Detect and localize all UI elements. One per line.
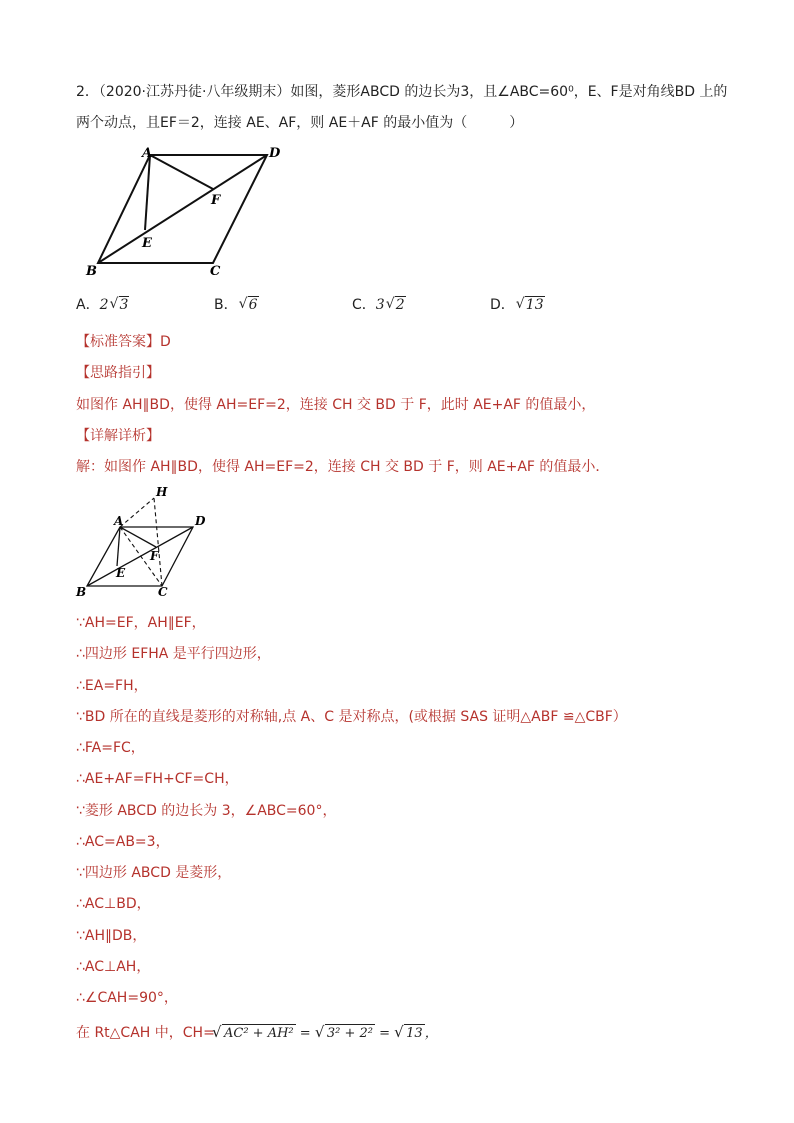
detail-intro: 解：如图作 AH∥BD，使得 AH=EF=2，连接 CH 交 BD 于 F，则 AE+AF 的值最小．: [76, 459, 610, 475]
question-line-1: 2．（2020·江苏丹徒·八年级期末）如图，菱形ABCD 的边长为3，且∠ABC=60⁰，E、F是对角线BD 上的: [76, 84, 728, 100]
label-f: F: [211, 193, 221, 208]
question-line-2: 两个动点，且EF＝2，连接 AE、AF，则 AE＋AF 的最小值为（ ）: [76, 115, 524, 131]
segment-ae: [145, 155, 150, 230]
fig2-label-e: E: [116, 566, 126, 580]
choice-b[interactable]: B．√ 6: [214, 296, 259, 314]
hint-label: 【思路指引】: [76, 365, 160, 381]
segment-af: [150, 155, 213, 189]
step-3: ∴EA=FH，: [76, 678, 148, 694]
fig2-label-h: H: [156, 485, 168, 499]
radical-ac-ah: √ AC² + AH²: [222, 1024, 296, 1043]
label-a: A: [142, 146, 153, 161]
step-8: ∴AC=AB=3，: [76, 834, 170, 850]
fig2-label-c: C: [158, 585, 168, 599]
fig2-label-b: B: [76, 585, 87, 599]
step-9: ∵四边形 ABCD 是菱形，: [76, 865, 232, 881]
answer-label: 【标准答案】D: [76, 334, 171, 350]
label-d: D: [269, 146, 281, 161]
fig2-label-f: F: [150, 549, 159, 563]
final-prefix: 在 Rt△CAH 中，CH=: [76, 1025, 215, 1041]
rhombus-h-figure: [74, 484, 224, 602]
radical-3-2: √ 3² + 2²: [325, 1024, 375, 1043]
radical-13: √ 13: [404, 1024, 425, 1043]
dashed-ch: [154, 498, 162, 586]
final-formula: [212, 1024, 438, 1043]
dashed-ah: [120, 498, 154, 527]
step-4: ∵BD 所在的直线是菱形的对称轴,点 A、C 是对称点，(或根据 SAS 证明△ABF ≌△CBF）: [76, 709, 627, 725]
equals-2: =: [379, 1026, 390, 1041]
step-7: ∵菱形 ABCD 的边长为 3，∠ABC=60°，: [76, 803, 337, 819]
step-12: ∴AC⊥AH，: [76, 959, 151, 975]
fig2-label-d: D: [195, 514, 206, 528]
fig2-label-a: A: [114, 514, 124, 528]
choice-a[interactable]: A．2√ 3: [76, 296, 129, 314]
step-11: ∵AH∥DB，: [76, 928, 147, 944]
equals-1: =: [299, 1026, 311, 1041]
step-6: ∴AE+AF=FH+CF=CH，: [76, 771, 239, 787]
detail-label: 【详解详析】: [76, 428, 160, 444]
choice-d[interactable]: D．√ 13: [490, 296, 545, 314]
step-13: ∴∠CAH=90°，: [76, 990, 178, 1006]
step-10: ∴AC⊥BD，: [76, 896, 151, 912]
step-2: ∴四边形 EFHA 是平行四边形，: [76, 646, 271, 662]
rhombus-figure: [80, 140, 300, 280]
step-5: ∴FA=FC，: [76, 740, 145, 756]
label-b: B: [86, 264, 97, 279]
final-suffix: ，: [424, 1026, 438, 1041]
hint-text: 如图作 AH∥BD，使得 AH=EF=2，连接 CH 交 BD 于 F，此时 AE+AF 的值最小，: [76, 397, 596, 413]
label-c: C: [210, 264, 221, 279]
step-1: ∵AH=EF，AH∥EF，: [76, 615, 206, 631]
choice-c[interactable]: C．3√ 2: [352, 296, 406, 314]
label-e: E: [142, 236, 152, 251]
